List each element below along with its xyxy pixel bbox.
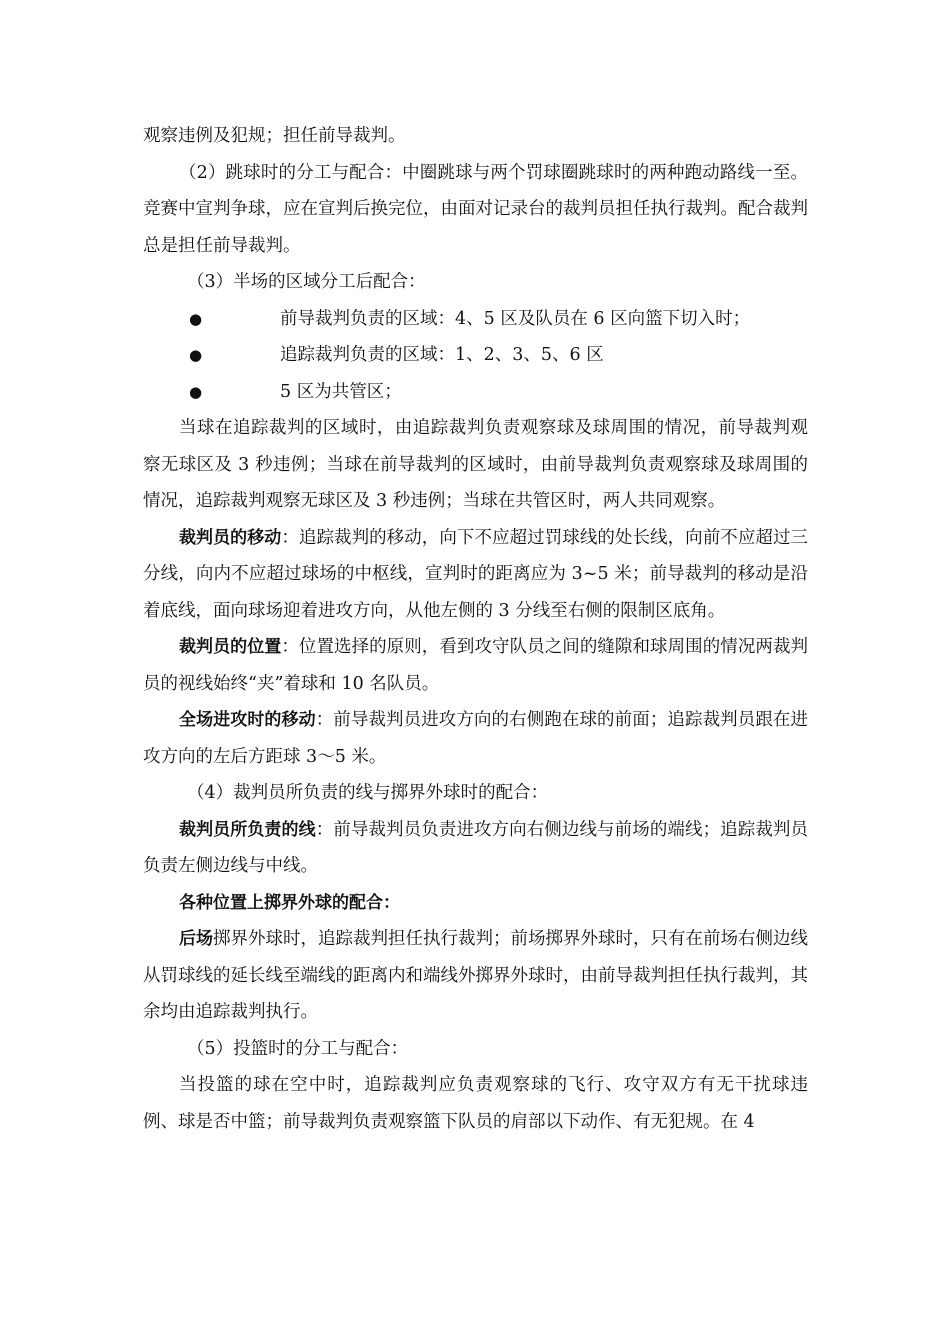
bold-heading: 全场进攻时的移动	[179, 710, 316, 730]
paragraph-jump-ball: （2）跳球时的分工与配合：中圈跳球与两个罚球圈跳球时的两种跑动路线一至。竞赛中宣判争球，应在宣判后换完位，由面对记录台的裁判员担任执行裁判。配合裁判总是担任前导裁判。	[143, 162, 808, 256]
bullet-item-shared-area	[143, 374, 808, 411]
bullet-item-lead-area	[143, 301, 808, 338]
paragraph-half-court-heading: （3）半场的区域分工后配合：	[187, 272, 426, 292]
paragraph-throw-in-heading	[143, 885, 808, 922]
bold-heading: 后场	[179, 929, 213, 949]
bullet-icon: ●	[189, 309, 203, 328]
paragraph-referee-lines	[143, 812, 808, 885]
paragraph-referee-position	[143, 629, 808, 702]
bold-heading: 裁判员的移动	[179, 527, 282, 548]
paragraph-text: ：追踪裁判的移动，向下不应超过罚球线的处长线，向前不应超过三分线，向内不应超过球场的中枢线，宣判时的距离应为 3~5 米；前导裁判的移动是沿着底线，面向球场迎着进攻方向，从他左侧的 3 分线至右侧的限制区底角。	[143, 527, 808, 621]
paragraph-full-court-movement	[143, 702, 808, 775]
paragraph-area-observation: 当球在追踪裁判的区域时，由追踪裁判负责观察球及球周围的情况，前导裁判观察无球区及 3 秒违例；当球在前导裁判的区域时，由前导裁判负责观察球及球周围的情况，追踪裁判观察无球区及 3 秒违例；当球在共管区时，两人共同观察。	[143, 418, 808, 511]
paragraph-text: 掷界外球时，追踪裁判担任执行裁判；前场掷界外球时，只有在前场右侧边线从罚球线的延长线至端线的距离内和端线外掷界外球时，由前导裁判担任执行裁判，其余均由追踪裁判执行。	[143, 929, 808, 1022]
paragraph-throw-in	[143, 921, 808, 1031]
paragraph-text: ：前导裁判员进攻方向的右侧跑在球的前面；追踪裁判员跟在进攻方向的左后方距球 3～5 米。	[143, 710, 808, 767]
bullet-icon: ●	[189, 346, 203, 364]
bold-heading: 裁判员的位置	[179, 637, 282, 657]
bold-heading: 裁判员所负责的线	[179, 819, 316, 840]
bold-heading: 各种位置上掷界外球的配合：	[179, 892, 400, 913]
paragraph-text: ：位置选择的原则，看到攻守队员之间的缝隙和球周围的情况两裁判员的视线始终“夹”着球和 10 名队员。	[143, 637, 808, 694]
document-body	[143, 118, 808, 1140]
paragraph-shooting: 当投篮的球在空中时，追踪裁判应负责观察球的飞行、攻守双方有无干扰球违例、球是否中篮；前导裁判负责观察篮下队员的肩部以下动作、有无犯规。在 4	[143, 1075, 808, 1132]
bullet-text: 追踪裁判负责的区域：1、2、3、5、6 区	[280, 345, 604, 365]
paragraph-1: 观察违例及犯规；担任前导裁判。	[143, 126, 406, 146]
bullet-icon: ●	[189, 382, 203, 401]
bullet-text: 5 区为共管区；	[280, 381, 402, 402]
paragraph-text: ：前导裁判员负责进攻方向右侧边线与前场的端线；追踪裁判员负责左侧边线与中线。	[143, 819, 808, 876]
paragraph-lines-heading: （4）裁判员所负责的线与掷界外球时的配合：	[187, 783, 549, 803]
bullet-item-trail-area	[143, 337, 808, 374]
paragraph-referee-movement	[143, 520, 808, 630]
bullet-text: 前导裁判负责的区域：4、5 区及队员在 6 区向篮下切入时；	[280, 308, 751, 329]
paragraph-shooting-heading: （5）投篮时的分工与配合：	[187, 1038, 409, 1059]
